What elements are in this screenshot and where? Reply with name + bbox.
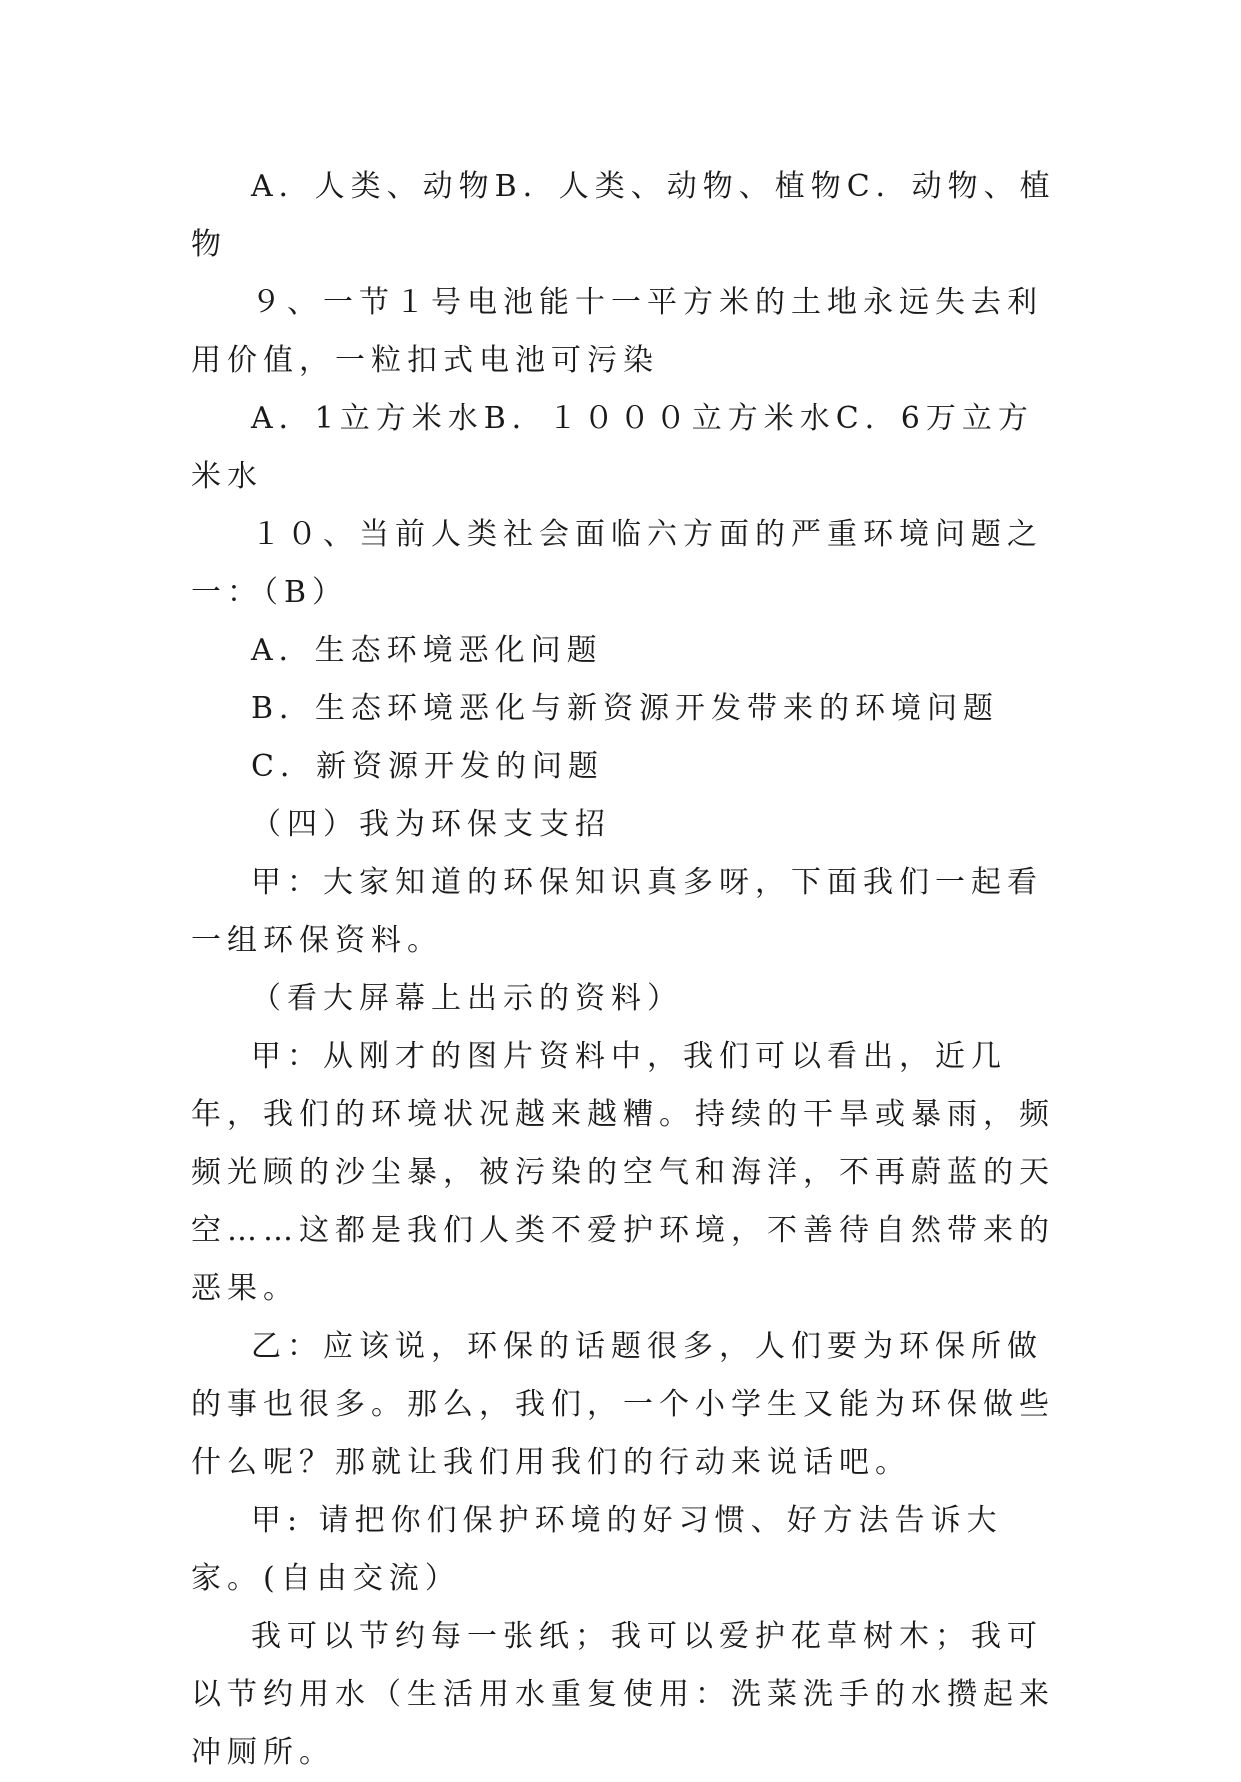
paragraph-option-b: B．生态环境恶化与新资源开发带来的环境问题 — [251, 691, 1000, 726]
paragraph-dialogue-jia-2: 甲：从刚才的图片资料中，我们可以看出，近几年，我们的环境状况越来越糟。持续的干旱或暴雨，频频光顾的沙尘暴，被污染的空气和海洋，不再蔚蓝的天空……这都是我们人类不爱护环境，不善待自然带来的恶果。 — [191, 1039, 1055, 1306]
paragraph-option-c: C．新资源开发的问题 — [251, 749, 604, 784]
paragraph-question-9: ９、一节１号电池能十一平方米的土地永远失去利用价值，一粒扣式电池可污染 — [191, 285, 1043, 378]
paragraph-option-a: A．生态环境恶化问题 — [251, 633, 603, 668]
paragraph-dialogue-jia-3: 甲: 请把你们保护环境的好习惯、好方法告诉大家。(自由交流） — [191, 1503, 1003, 1596]
paragraph-habits: 我可以节约每一张纸；我可以爱护花草树木；我可以节约用水（生活用水重复使用：洗菜洗手的水攒起来冲厕所。 — [191, 1619, 1055, 1770]
paragraph-stage-direction: （看大屏幕上出示的资料） — [251, 981, 683, 1016]
paragraph-question-10: １０、当前人类社会面临六方面的严重环境问题之一：（B） — [191, 517, 1043, 610]
paragraph-options-q8: A．人类、动物B．人类、动物、植物C．动物、植物 — [191, 169, 1056, 262]
document-body — [191, 158, 1057, 1782]
section-heading: （四）我为环保支支招 — [251, 807, 611, 842]
paragraph-dialogue-yi: 乙：应该说，环保的话题很多，人们要为环保所做的事也很多。那么，我们，一个小学生又能为环保做些什么呢？那就让我们用我们的行动来说话吧。 — [191, 1329, 1055, 1480]
paragraph-options-q9: A．1立方米水B．１０００立方米水C．6万立方米水 — [191, 401, 1034, 494]
paragraph-dialogue-jia-1: 甲：大家知道的环保知识真多呀，下面我们一起看一组环保资料。 — [191, 865, 1043, 958]
